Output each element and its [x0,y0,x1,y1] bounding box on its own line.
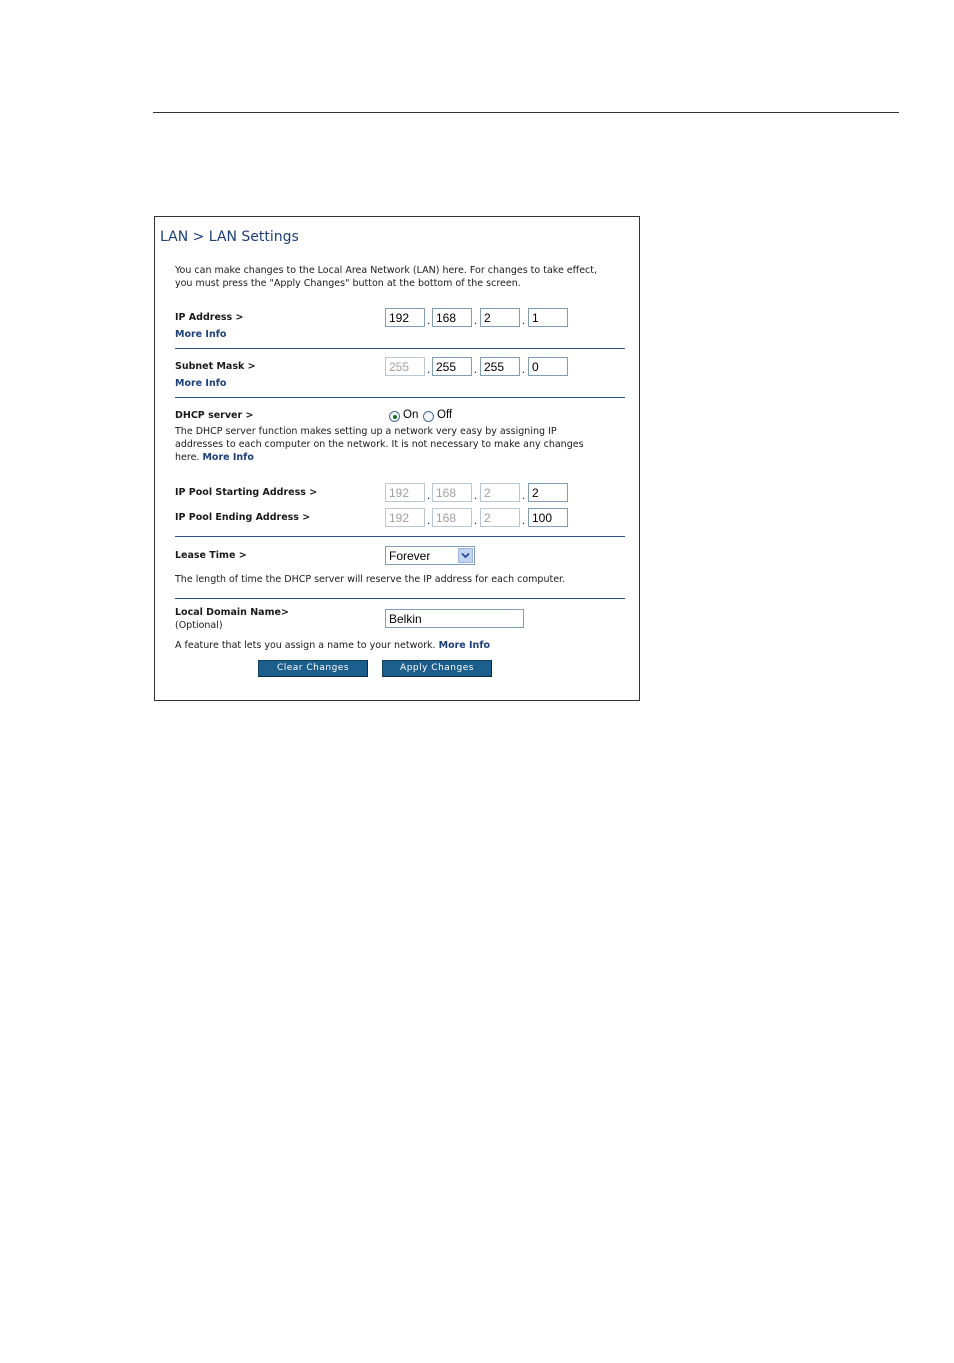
pool-start-label: IP Pool Starting Address > [175,487,318,498]
octet-separator: . [522,316,526,327]
domain-description-text: A feature that lets you assign a name to your network. [175,640,436,651]
page-top-rule [153,112,899,113]
subnet-mask-octet-2[interactable]: 255 [432,357,472,376]
subnet-mask-more-info-link[interactable]: More Info [175,378,227,389]
dhcp-description-text: The DHCP server function makes setting up a network very easy by assigning IP addresses to each computer on the network. It is not necessary to make any changes here. [175,426,584,463]
domain-more-info-link[interactable]: More Info [438,640,490,651]
dhcp-on-radio[interactable] [389,411,400,422]
ip-address-more-info-link[interactable]: More Info [175,329,227,340]
subnet-mask-octet-4[interactable]: 0 [528,357,568,376]
pool-end-label: IP Pool Ending Address > [175,512,311,523]
chevron-down-icon[interactable] [458,548,473,563]
octet-separator: . [522,516,526,527]
dhcp-more-info-link[interactable]: More Info [202,452,254,463]
subnet-mask-label: Subnet Mask > [175,361,256,372]
dhcp-on-label: On [403,409,419,421]
octet-separator: . [427,316,431,327]
octet-separator: . [474,316,478,327]
pool-start-octet-1: 192 [385,483,425,502]
octet-separator: . [522,491,526,502]
subnet-mask-octet-1: 255 [385,357,425,376]
octet-separator: . [427,491,431,502]
ip-address-octet-3[interactable]: 2 [480,308,520,327]
pool-end-octet-4[interactable]: 100 [528,508,568,527]
lease-time-value: Forever [389,549,431,563]
pool-end-octet-3: 2 [480,508,520,527]
octet-separator: . [427,365,431,376]
pool-end-octet-1: 192 [385,508,425,527]
ip-address-label: IP Address > [175,312,244,323]
domain-name-label: Local Domain Name> [175,607,289,618]
ip-address-octet-1[interactable]: 192 [385,308,425,327]
section-divider [175,598,625,599]
octet-separator: . [474,516,478,527]
lease-time-description: The length of time the DHCP server will reserve the IP address for each computer. [175,574,566,585]
lease-time-select[interactable] [385,546,475,565]
domain-name-input[interactable]: Belkin [385,609,524,628]
dhcp-description [175,425,595,464]
clear-changes-button[interactable]: Clear Changes [258,660,368,677]
octet-separator: . [474,365,478,376]
section-divider [175,348,625,349]
ip-address-octet-4[interactable]: 1 [528,308,568,327]
apply-changes-button[interactable]: Apply Changes [382,660,492,677]
pool-start-octet-4[interactable]: 2 [528,483,568,502]
pool-start-octet-2: 168 [432,483,472,502]
octet-separator: . [522,365,526,376]
octet-separator: . [474,491,478,502]
octet-separator: . [427,516,431,527]
pool-start-octet-3: 2 [480,483,520,502]
lan-settings-panel [154,216,640,701]
domain-description [175,639,490,652]
section-divider [175,397,625,398]
dhcp-off-label: Off [437,409,453,421]
dhcp-server-label: DHCP server > [175,410,254,421]
pool-end-octet-2: 168 [432,508,472,527]
page-title: LAN > LAN Settings [160,229,299,245]
lease-time-label: Lease Time > [175,550,247,561]
ip-address-octet-2[interactable]: 168 [432,308,472,327]
intro-text: You can make changes to the Local Area Network (LAN) here. For changes to take effect, you must press the "Apply Changes" button at the bottom of the screen. [175,265,598,289]
section-divider [175,536,625,537]
dhcp-off-radio[interactable] [423,411,434,422]
domain-optional-label: (Optional) [175,620,223,631]
subnet-mask-octet-3[interactable]: 255 [480,357,520,376]
